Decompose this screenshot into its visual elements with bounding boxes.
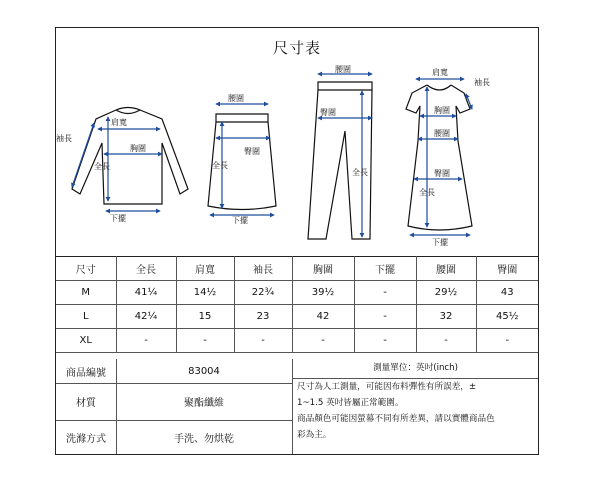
product-code-row	[56, 359, 292, 384]
value-cell: -	[234, 329, 292, 353]
note-line: 商品顏色可能因螢幕不同有所差異，請以實體商品色	[297, 414, 495, 424]
table-row	[56, 281, 538, 305]
garment-diagrams	[56, 61, 538, 251]
value-cell: 43	[476, 281, 538, 305]
skirt-length-label: 全長	[212, 161, 228, 170]
table-row	[56, 305, 538, 329]
pants-hip-label: 臀圍	[320, 108, 336, 117]
value-cell: -	[116, 329, 176, 353]
pants-length-label: 全長	[352, 168, 368, 177]
skirt-hip-label: 臀圍	[244, 147, 260, 156]
value-cell: 45½	[476, 305, 538, 329]
dress-shoulder-label: 肩寬	[432, 68, 448, 77]
header-cell: 肩寬	[176, 257, 234, 281]
value-cell: 23	[234, 305, 292, 329]
table-row	[56, 329, 538, 353]
value-cell: -	[176, 329, 234, 353]
size-chart-frame	[55, 27, 539, 455]
page-title: 尺寸表	[272, 39, 321, 57]
size-table	[56, 256, 538, 353]
size-table-header-row	[56, 257, 538, 281]
value-cell: -	[354, 281, 416, 305]
size-cell: M	[56, 281, 116, 305]
value-cell: -	[354, 305, 416, 329]
header-cell: 臀圍	[476, 257, 538, 281]
note-line: 彩為主。	[297, 430, 332, 440]
size-cell: L	[56, 305, 116, 329]
header-cell: 尺寸	[56, 257, 116, 281]
top-shoulder-label: 肩寬	[111, 118, 127, 127]
wash-value: 手洗、勿烘乾	[174, 433, 234, 445]
dress-length-label: 全長	[419, 188, 435, 197]
size-cell: XL	[56, 329, 116, 353]
value-cell: -	[476, 329, 538, 353]
header-cell: 下擺	[354, 257, 416, 281]
note-line: 1~1.5 英吋皆屬正常範圍。	[297, 398, 404, 408]
value-cell: 42¼	[116, 305, 176, 329]
wash-row	[56, 420, 292, 454]
measurement-unit-heading: 測量單位：英吋(inch)	[293, 359, 538, 379]
pants-waist-label: 腰圍	[335, 65, 351, 74]
product-code-label: 商品編號	[56, 359, 117, 383]
top-hem-label: 下擺	[110, 214, 126, 223]
measurement-notes	[292, 359, 538, 454]
product-info-section	[56, 359, 538, 454]
value-cell: 41¼	[116, 281, 176, 305]
note-line: 尺寸為人工測量，可能因布料彈性有所誤差，±	[297, 382, 477, 392]
value-cell: 32	[416, 305, 476, 329]
value-cell: -	[354, 329, 416, 353]
garment-diagrams-svg	[56, 61, 538, 251]
top-length-label: 全長	[94, 162, 110, 171]
wash-label: 洗滌方式	[56, 420, 117, 454]
top-chest-label: 胸圍	[130, 144, 146, 153]
value-cell: 22¾	[234, 281, 292, 305]
value-cell: 29½	[416, 281, 476, 305]
value-cell: 15	[176, 305, 234, 329]
value-cell: 39½	[292, 281, 354, 305]
dress-hip-label: 臀圍	[434, 169, 450, 178]
value-cell: 42	[292, 305, 354, 329]
skirt-hem-label: 下擺	[232, 216, 248, 225]
value-cell: 14½	[176, 281, 234, 305]
top-diagram	[72, 108, 188, 205]
material-value: 聚酯纖維	[184, 398, 224, 409]
header-cell: 袖長	[234, 257, 292, 281]
dress-chest-label: 胸圍	[434, 106, 450, 115]
material-row	[56, 383, 292, 421]
header-cell: 全長	[116, 257, 176, 281]
skirt-waist-label: 腰圍	[228, 94, 244, 103]
header-cell: 胸圍	[292, 257, 354, 281]
value-cell: -	[292, 329, 354, 353]
value-cell: -	[416, 329, 476, 353]
product-code-value: 83004	[188, 365, 220, 377]
dress-waist-label: 腰圍	[434, 129, 450, 138]
top-sleeve-label: 袖長	[56, 134, 72, 143]
material-label: 材質	[56, 383, 117, 420]
dress-hem-label: 下擺	[432, 238, 448, 247]
header-cell: 腰圍	[416, 257, 476, 281]
dress-sleeve-label: 袖長	[474, 78, 490, 87]
